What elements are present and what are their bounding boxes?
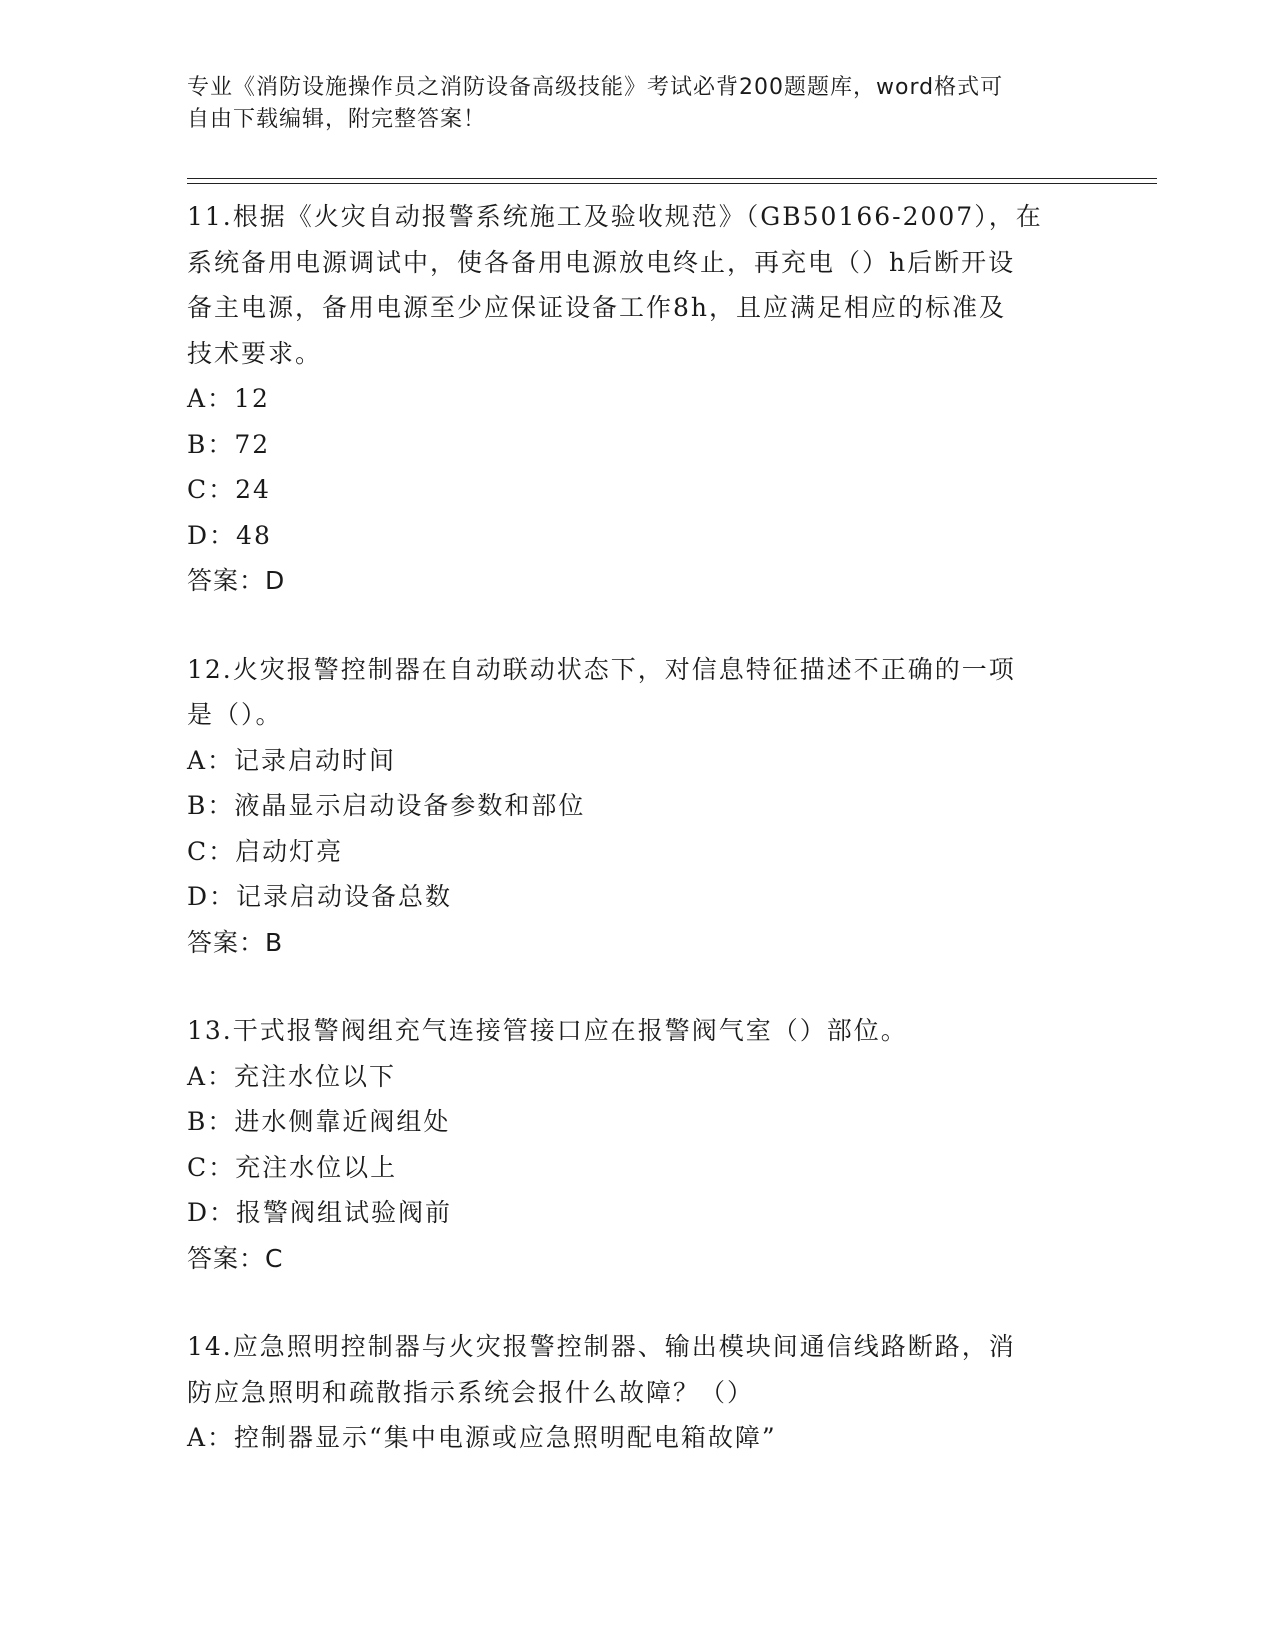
option-d: D：报警阀组试验阀前 [187, 1198, 453, 1227]
question-stem-line: 14.应急照明控制器与火灾报警控制器、输出模块间通信线路断路，消 [187, 1332, 1016, 1361]
header-divider-top [187, 178, 1157, 179]
option-d: D：48 [187, 520, 272, 550]
question-14 [187, 1324, 1087, 1461]
question-stem-line: 11.根据《火灾自动报警系统施工及验收规范》（GB50166-2007），在 [187, 202, 1043, 231]
question-stem-line: 防应急照明和疏散指示系统会报什么故障？（） [187, 1377, 755, 1407]
question-stem-line: 备主电源，备用电源至少应保证设备工作8h，且应满足相应的标准及 [187, 293, 1007, 322]
answer-line: 答案：D [187, 566, 286, 595]
question-stem-line: 12.火灾报警控制器在自动联动状态下，对信息特征描述不正确的一项 [187, 654, 1016, 684]
question-stem-line: 是（）。 [187, 700, 283, 729]
option-a: A：控制器显示“集中电源或应急照明配电箱故障” [187, 1423, 777, 1452]
option-a: A：记录启动时间 [187, 745, 397, 775]
option-a: A：12 [187, 384, 270, 413]
question-stem-line: 系统备用电源调试中，使各备用电源放电终止，再充电（）h后断开设 [187, 247, 1016, 277]
option-b: B：液晶显示启动设备参数和部位 [187, 791, 586, 820]
question-12 [187, 647, 1087, 966]
option-d: D：记录启动设备总数 [187, 882, 453, 911]
option-c: C：启动灯亮 [187, 836, 344, 866]
question-list [187, 194, 1087, 1504]
question-stem-line: 13.干式报警阀组充气连接管接口应在报警阀气室（）部位。 [187, 1016, 908, 1045]
answer-line: 答案：B [187, 927, 284, 957]
question-11 [187, 194, 1087, 604]
option-c: C：24 [187, 475, 271, 504]
header-divider-bottom [187, 183, 1157, 184]
option-c: C：充注水位以上 [187, 1152, 398, 1182]
header-line-1: 专业《消防设施操作员之消防设备高级技能》考试必背200题题库，word格式可 [187, 75, 1004, 100]
document-header [187, 72, 1087, 136]
question-stem-line: 技术要求。 [187, 338, 323, 368]
header-line-2: 自由下载编辑，附完整答案！ [187, 107, 487, 132]
answer-line: 答案：C [187, 1243, 284, 1273]
option-a: A：充注水位以下 [187, 1061, 397, 1091]
option-b: B：进水侧靠近阀组处 [187, 1107, 451, 1136]
option-b: B：72 [187, 429, 271, 459]
question-13 [187, 1008, 1087, 1281]
